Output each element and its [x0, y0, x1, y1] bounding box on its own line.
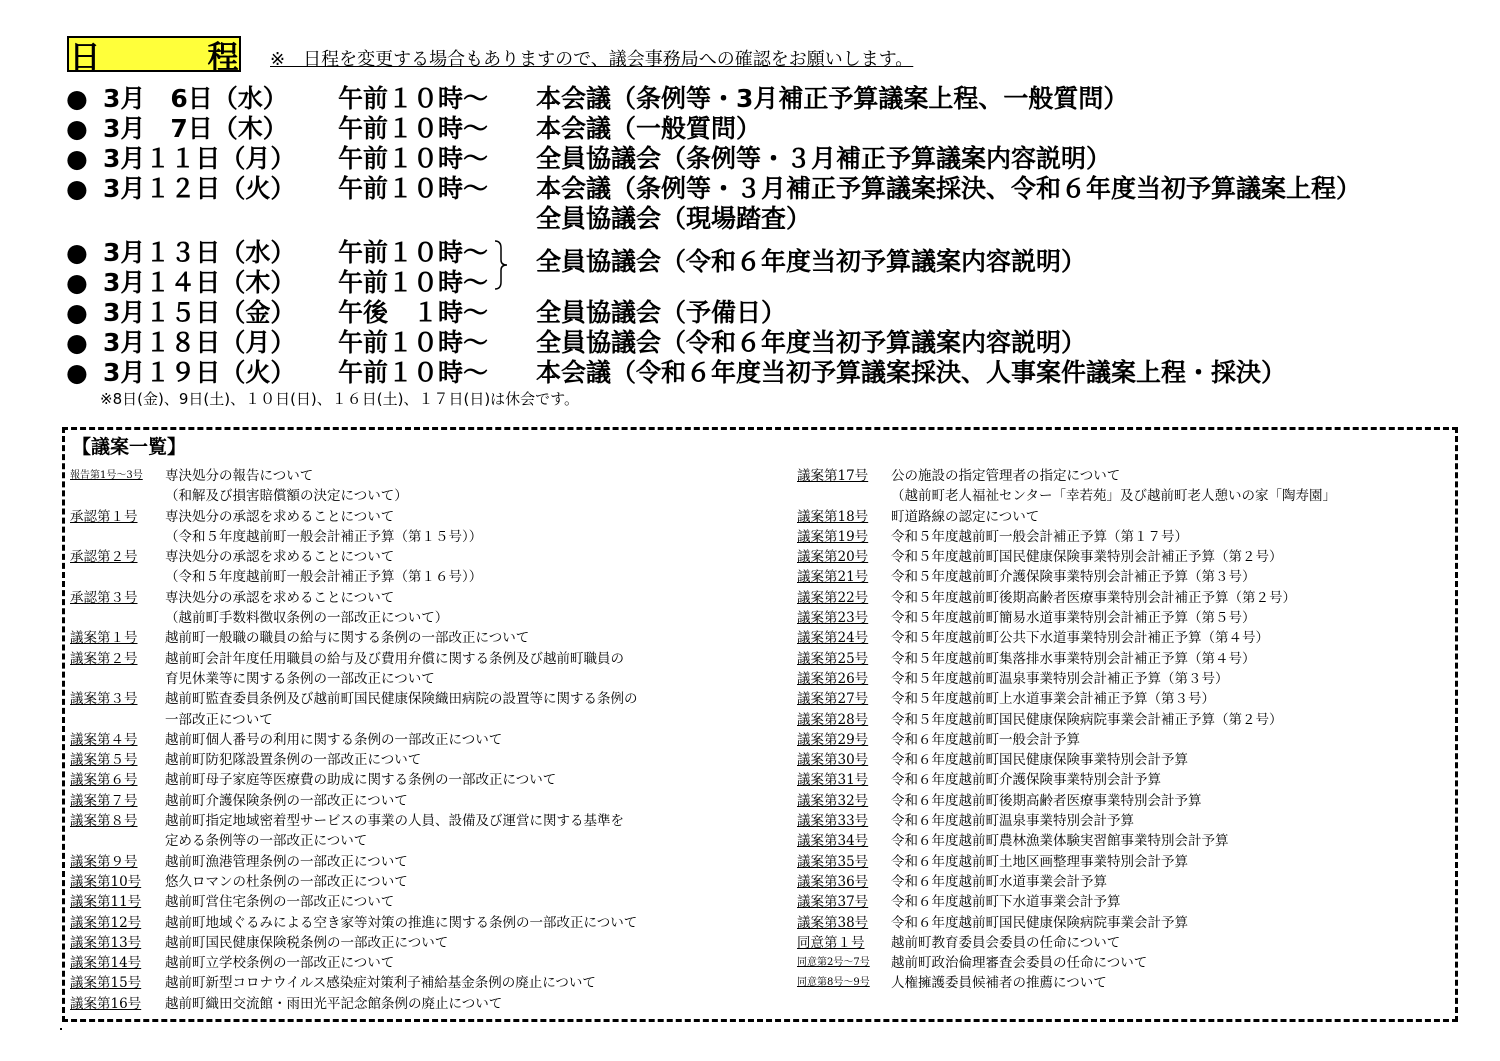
bill-title-continued: 育児休業等に関する条例の一部改正について [165, 670, 435, 687]
schedule-row [66, 328, 1486, 358]
bill-title: 越前町国民健康保険税条例の一部改正について [165, 934, 449, 951]
bill-number: 議案第11号 [70, 894, 142, 911]
bill-title: 越前町介護保険条例の一部改正について [165, 792, 408, 809]
bill-item [797, 730, 1452, 750]
bill-title: 越前町営住宅条例の一部改正について [165, 894, 395, 911]
bill-body [165, 466, 750, 507]
bill-item [797, 710, 1452, 730]
bill-body [165, 588, 750, 629]
bill-item [797, 750, 1452, 770]
bill-number: 議案第36号 [797, 873, 869, 890]
bill-number: 議案第５号 [70, 752, 138, 769]
bill-title: 越前町監査委員条例及び越前町国民健康保険織田病院の設置等に関する条例の [165, 691, 638, 708]
bill-body [891, 669, 1452, 689]
bill-number: 議案第28号 [797, 711, 869, 728]
bill-title: 専決処分の承認を求めることについて [165, 508, 395, 525]
bill-body [891, 628, 1452, 648]
bill-title: 越前町指定地域密着型サービスの事業の人員、設備及び運営に関する基準を [165, 813, 624, 830]
bill-title: 令和５年度越前町国民健康保険病院事業会計補正予算（第２号） [891, 711, 1283, 728]
bill-body [891, 710, 1452, 730]
bill-item [70, 852, 750, 872]
bill-body [891, 973, 1452, 993]
bill-number: 議案第18号 [797, 508, 869, 525]
bill-item [797, 547, 1452, 567]
bill-number: 議案第13号 [70, 934, 142, 951]
bill-body [891, 831, 1452, 851]
bill-title: 越前町母子家庭等医療費の助成に関する条例の一部改正について [165, 772, 557, 789]
bill-number: 議案第34号 [797, 833, 869, 850]
bill-title: 令和５年度越前町一般会計補正予算（第１７号） [891, 528, 1188, 545]
bill-subtitle: （令和５年度越前町一般会計補正予算（第１５号）） [165, 528, 483, 545]
schedule-title-box [67, 36, 277, 76]
bill-title: 令和６年度越前町農林漁業体験実習館事業特別会計予算 [891, 833, 1229, 850]
bill-item [70, 973, 750, 993]
schedule-row [66, 114, 1486, 144]
bill-subtitle: （令和５年度越前町一般会計補正予算（第１６号）） [165, 569, 483, 586]
bill-number: 議案第32号 [797, 792, 869, 809]
schedule-time: 午前１０時～ [338, 84, 489, 113]
bill-title: 令和５年度越前町集落排水事業特別会計補正予算（第４号） [891, 650, 1256, 667]
bill-body [891, 588, 1452, 608]
bill-number: 議案第27号 [797, 691, 869, 708]
bill-item [797, 588, 1452, 608]
bill-number: 議案第６号 [70, 772, 138, 789]
bill-body [165, 628, 750, 648]
schedule-row [66, 144, 1486, 174]
recess-note: ※8日(金)、9日(土)、１０日(日)、１６日(土)、１７日(日)は休会です。 [100, 390, 579, 408]
bill-item [797, 770, 1452, 790]
bill-number: 議案第37号 [797, 894, 869, 911]
bill-item [797, 933, 1452, 953]
schedule-desc: 本会議（一般質問） [536, 114, 762, 143]
bill-item [70, 750, 750, 770]
bill-body [891, 811, 1452, 831]
schedule-time: 午前１０時～ [338, 358, 489, 387]
bill-body [165, 507, 750, 548]
bill-number: 議案第７号 [70, 792, 138, 809]
bill-item [797, 527, 1452, 547]
bill-title: 令和５年度越前町介護保険事業特別会計補正予算（第３号） [891, 569, 1256, 586]
bill-body [165, 811, 750, 852]
combined-schedule-desc: 全員協議会（令和６年度当初予算議案内容説明） [536, 247, 1087, 276]
bill-title: 令和６年度越前町温泉事業特別会計予算 [891, 813, 1134, 830]
bill-number: 議案第21号 [797, 569, 869, 586]
schedule-date: 3月 7日（木） [103, 114, 288, 143]
schedule-time: 午前１０時～ [338, 328, 489, 357]
bill-number: 議案第16号 [70, 995, 142, 1012]
bill-title: 令和６年度越前町介護保険事業特別会計予算 [891, 772, 1161, 789]
bill-number: 議案第19号 [797, 528, 869, 545]
bullet-icon: ● [66, 238, 88, 267]
bill-item [70, 466, 750, 507]
schedule-desc-secondary: 全員協議会（現場踏査） [536, 204, 812, 233]
bill-title: 越前町教育委員会委員の任命について [891, 934, 1121, 951]
bill-body [165, 852, 750, 872]
bill-item [797, 913, 1452, 933]
bill-title: 専決処分の承認を求めることについて [165, 589, 395, 606]
schedule-desc: 全員協議会（令和６年度当初予算議案内容説明） [536, 328, 1087, 357]
bill-title: 専決処分の承認を求めることについて [165, 549, 395, 566]
bill-item [70, 933, 750, 953]
bill-item [797, 811, 1452, 831]
schedule-desc: 全員協議会（条例等・３月補正予算議案内容説明） [536, 144, 1112, 173]
schedule-date: 3月１８日（月） [103, 328, 296, 357]
bill-body [165, 892, 750, 912]
bill-item [797, 689, 1452, 709]
bill-item [797, 953, 1452, 973]
schedule-time: 午前１０時～ [338, 238, 489, 267]
bill-number: 同意第8号～9号 [797, 977, 870, 989]
bill-title: 越前町地域ぐるみによる空き家等対策の推進に関する条例の一部改正について [165, 914, 638, 931]
bill-body [891, 608, 1452, 628]
schedule-desc: 本会議（条例等・3月補正予算議案上程、一般質問） [536, 84, 1129, 113]
bill-title: 令和６年度越前町国民健康保険事業特別会計予算 [891, 752, 1188, 769]
bill-item [70, 730, 750, 750]
bill-title: 悠久ロマンの杜条例の一部改正について [165, 873, 408, 890]
bill-number: 議案第29号 [797, 731, 869, 748]
schedule-date: 3月１９日（火） [103, 358, 296, 387]
schedule-time: 午前１０時～ [338, 144, 489, 173]
bill-number: 議案第26号 [797, 670, 869, 687]
bill-item [797, 892, 1452, 912]
bill-item [70, 811, 750, 852]
bill-title: 令和６年度越前町下水道事業会計予算 [891, 894, 1121, 911]
bill-number: 議案第２号 [70, 650, 138, 667]
bill-body [891, 547, 1452, 567]
bill-item [70, 994, 750, 1014]
bill-body [891, 892, 1452, 912]
bill-number: 議案第31号 [797, 772, 869, 789]
bill-item [797, 466, 1452, 507]
schedule-time: 午前１０時～ [338, 268, 489, 297]
bill-item [797, 669, 1452, 689]
bill-title: 専決処分の報告について [165, 468, 314, 484]
bill-item [797, 567, 1452, 587]
bullet-icon: ● [66, 174, 88, 203]
bill-number: 同意第１号 [797, 934, 865, 951]
corner-mark [60, 1028, 62, 1030]
schedule-desc: 全員協議会（予備日） [536, 298, 787, 327]
bill-body [891, 750, 1452, 770]
bullet-icon: ● [66, 298, 88, 327]
bill-title: 越前町防犯隊設置条例の一部改正について [165, 752, 422, 769]
bill-number: 承認第３号 [70, 589, 138, 606]
schedule-date: 3月 6日（水） [103, 84, 288, 113]
bill-number: 議案第３号 [70, 691, 138, 708]
bill-number: 議案第14号 [70, 955, 142, 972]
bill-item [70, 507, 750, 548]
bill-item [797, 973, 1452, 993]
bill-body [165, 953, 750, 973]
bullet-icon: ● [66, 144, 88, 173]
bill-item [797, 791, 1452, 811]
bill-title-continued: 一部改正について [165, 711, 273, 728]
bill-body [165, 649, 750, 690]
bill-item [70, 953, 750, 973]
bill-number: 議案第22号 [797, 589, 869, 606]
schedule-date: 3月１３日（水） [103, 238, 296, 267]
bill-body [891, 933, 1452, 953]
bill-body [891, 913, 1452, 933]
bill-title: 越前町政治倫理審査会委員の任命について [891, 955, 1148, 972]
schedule-list [66, 84, 1486, 388]
bill-item [797, 852, 1452, 872]
bill-body [165, 730, 750, 750]
bill-body [165, 913, 750, 933]
bill-title: 越前町立学校条例の一部改正について [165, 955, 395, 972]
bill-list-left-column [70, 466, 750, 1014]
bill-number: 議案第17号 [797, 468, 869, 484]
schedule-time: 午前１０時～ [338, 114, 489, 143]
bill-number: 議案第20号 [797, 549, 869, 566]
bill-item [70, 913, 750, 933]
bill-number: 議案第８号 [70, 813, 138, 830]
bill-body [165, 973, 750, 993]
bill-number: 報告第1号～3号 [70, 470, 143, 481]
bill-item [70, 892, 750, 912]
bill-item [797, 507, 1452, 527]
bill-body [165, 994, 750, 1014]
bill-body [891, 953, 1452, 973]
bullet-icon: ● [66, 328, 88, 357]
bill-title: 令和５年度越前町上水道事業会計補正予算（第３号） [891, 691, 1215, 708]
bill-number: 議案第15号 [70, 975, 142, 992]
schedule-row [66, 358, 1486, 388]
bill-body [891, 567, 1452, 587]
bill-body [891, 507, 1452, 527]
bill-item [70, 689, 750, 730]
bill-title: 越前町一般職の職員の給与に関する条例の一部改正について [165, 630, 530, 647]
bill-list-heading: 【議案一覧】 [72, 436, 187, 458]
bill-number: 議案第23号 [797, 610, 869, 627]
bullet-icon: ● [66, 114, 88, 143]
bill-item [70, 628, 750, 648]
bill-number: 議案第10号 [70, 873, 142, 890]
bill-title: 令和６年度越前町土地区画整理事業特別会計予算 [891, 853, 1188, 870]
bill-number: 議案第24号 [797, 630, 869, 647]
bill-title: 令和６年度越前町後期高齢者医療事業特別会計予算 [891, 792, 1202, 809]
bill-body [891, 791, 1452, 811]
schedule-row [66, 174, 1486, 204]
bill-number: 議案第25号 [797, 650, 869, 667]
bill-body [891, 466, 1452, 507]
bill-item [70, 649, 750, 690]
bill-item [70, 872, 750, 892]
bill-body [165, 770, 750, 790]
bill-item [70, 547, 750, 588]
schedule-date: 3月１５日（金） [103, 298, 296, 327]
bill-number: 議案第12号 [70, 914, 142, 931]
bill-title: 令和５年度越前町公共下水道事業特別会計補正予算（第４号） [891, 630, 1269, 647]
bill-item [70, 791, 750, 811]
bill-list-right-column [797, 466, 1452, 994]
bill-subtitle: （越前町手数料徴収条例の一部改正について） [165, 610, 449, 627]
bill-body [165, 933, 750, 953]
bill-item [797, 628, 1452, 648]
bill-number: 議案第１号 [70, 630, 138, 647]
bill-title: 越前町個人番号の利用に関する条例の一部改正について [165, 731, 503, 748]
bill-body [891, 852, 1452, 872]
bill-body [891, 689, 1452, 709]
bill-title: 越前町織田交流館・雨田光平記念館条例の廃止について [165, 995, 503, 1012]
bill-number: 議案第35号 [797, 853, 869, 870]
schedule-row [66, 298, 1486, 328]
bill-title-continued: 定める条例等の一部改正について [165, 833, 368, 850]
bill-title: 令和６年度越前町国民健康保険病院事業会計予算 [891, 914, 1188, 931]
bill-title: 令和５年度越前町後期高齢者医療事業特別会計補正予算（第２号） [891, 589, 1296, 606]
schedule-desc: 本会議（令和６年度当初予算議案採決、人事案件議案上程・採決） [536, 358, 1287, 387]
brace-icon [494, 240, 508, 290]
schedule-time: 午前１０時～ [338, 174, 489, 203]
bill-title: 令和５年度越前町簡易水道事業特別会計補正予算（第５号） [891, 610, 1256, 627]
bill-title: 越前町新型コロナウイルス感染症対策利子補給基金条例の廃止について [165, 975, 596, 992]
bill-title: 令和５年度越前町温泉事業特別会計補正予算（第３号） [891, 670, 1229, 687]
bill-title: 公の施設の指定管理者の指定について [891, 468, 1121, 484]
bill-item [797, 831, 1452, 851]
bill-body [165, 791, 750, 811]
bill-number: 議案第30号 [797, 752, 869, 769]
schedule-title: 日 程 [69, 39, 277, 76]
bill-body [891, 730, 1452, 750]
bill-body [891, 770, 1452, 790]
bill-number: 議案第38号 [797, 914, 869, 931]
bill-subtitle: （和解及び損害賠償額の決定について） [165, 488, 408, 505]
bill-subtitle: （越前町老人福祉センター「幸若苑」及び越前町老人憩いの家「陶寿園」 [891, 488, 1336, 505]
schedule-date: 3月１２日（火） [103, 174, 296, 203]
bill-number: 議案第33号 [797, 813, 869, 830]
schedule-change-notice: ※ 日程を変更する場合もありますので、議会事務局への確認をお願いします。 [270, 49, 914, 70]
bill-number: 議案第４号 [70, 731, 138, 748]
bill-title: 越前町漁港管理条例の一部改正について [165, 853, 408, 870]
schedule-date: 3月１４日（木） [103, 268, 296, 297]
bill-body [891, 649, 1452, 669]
schedule-time: 午後 １時～ [338, 298, 489, 327]
bill-number: 承認第２号 [70, 549, 138, 566]
bill-item [797, 872, 1452, 892]
bullet-icon: ● [66, 358, 88, 387]
bill-number: 議案第９号 [70, 853, 138, 870]
schedule-desc: 本会議（条例等・３月補正予算議案採決、令和６年度当初予算議案上程） [536, 174, 1362, 203]
bill-title: 令和５年度越前町国民健康保険事業特別会計補正予算（第２号） [891, 549, 1283, 566]
schedule-row [66, 84, 1486, 114]
bill-number: 承認第１号 [70, 508, 138, 525]
schedule-date: 3月１１日（月） [103, 144, 296, 173]
bill-body [165, 872, 750, 892]
bill-item [70, 770, 750, 790]
bill-body [165, 547, 750, 588]
bill-title: 人権擁護委員候補者の推薦について [891, 975, 1107, 992]
bill-title: 越前町会計年度任用職員の給与及び費用弁償に関する条例及び越前町職員の [165, 650, 624, 667]
schedule-row-continued [66, 204, 1486, 234]
bill-item [70, 588, 750, 629]
bill-number: 同意第2号～7号 [797, 957, 870, 969]
bill-item [797, 608, 1452, 628]
bill-body [891, 527, 1452, 547]
bullet-icon: ● [66, 84, 88, 113]
bill-title: 令和６年度越前町一般会計予算 [891, 731, 1080, 748]
bill-body [165, 689, 750, 730]
bullet-icon: ● [66, 268, 88, 297]
bill-body [165, 750, 750, 770]
bill-title: 令和６年度越前町水道事業会計予算 [891, 873, 1107, 890]
bill-title: 町道路線の認定について [891, 508, 1040, 525]
bill-item [797, 649, 1452, 669]
bill-body [891, 872, 1452, 892]
